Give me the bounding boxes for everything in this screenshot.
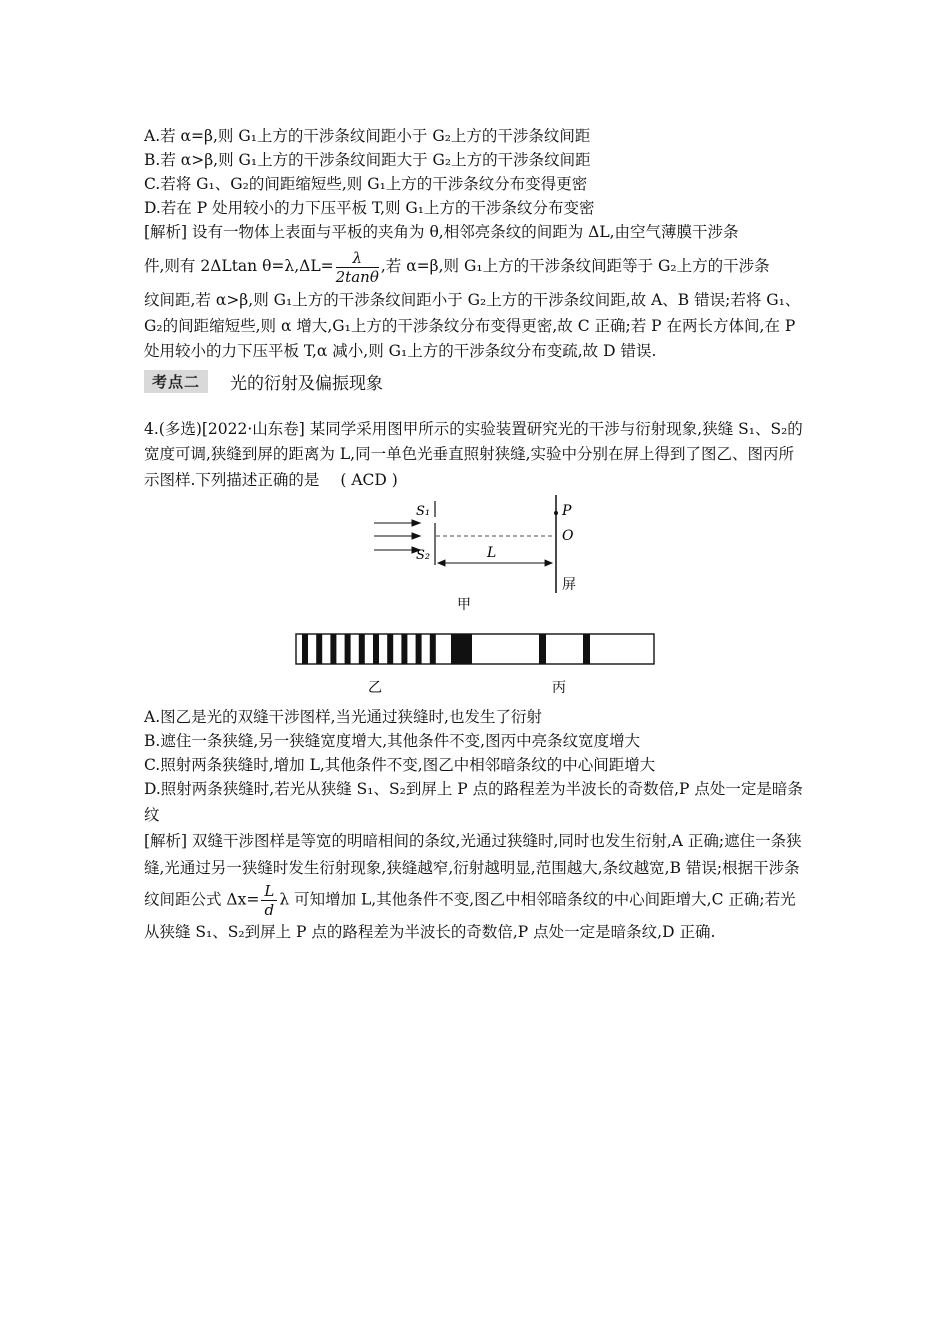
interference-dark-fringe bbox=[430, 634, 436, 664]
label-o: O bbox=[562, 528, 574, 544]
option-c-prev: C.若将 G₁、G₂的间距缩短些,则 G₁上方的干涉条纹分布变得更密 bbox=[144, 175, 588, 193]
analysis-prev-line2-pre: 件,则有 2ΔLtan θ=λ,ΔL= bbox=[144, 257, 334, 275]
interference-dark-fringe bbox=[416, 634, 422, 664]
fraction-numerator: λ bbox=[336, 249, 379, 268]
document-page bbox=[144, 124, 806, 946]
label-l: L bbox=[487, 545, 497, 561]
point-p bbox=[554, 511, 558, 515]
option-d-prev: D.若在 P 处用较小的力下压平板 T,则 G₁上方的干涉条纹分布变密 bbox=[144, 199, 595, 217]
question-text: 4.(多选)[2022·山东卷] 某同学采用图甲所示的实验装置研究光的干涉与衍射现象,狭缝 S₁、S₂的宽度可调,狭缝到屏的距离为 L,同一单色光垂直照射狭缝,实验中分别在屏上得到了图乙、图丙所示图样.下列描述正确的是 bbox=[144, 419, 803, 489]
question-4 bbox=[144, 417, 806, 494]
experiment-figure bbox=[144, 493, 806, 705]
option-a-prev: A.若 α=β,则 G₁上方的干涉条纹间距小于 G₂上方的干涉条纹间距 bbox=[144, 127, 591, 145]
section-header bbox=[144, 367, 806, 397]
option-a: A.图乙是光的双缝干涉图样,当光通过狭缝时,也发生了衍射 bbox=[144, 708, 542, 726]
analysis-part1: [解析] 双缝干涉图样是等宽的明暗相间的条纹,光通过狭缝时,同时也发生衍射,A 正确;遮住一条狭缝,光通过另一狭缝时发生衍射现象,狭缝越窄,衍射越明显,范围越大,条纹越宽,B 错误;根据干涉条纹间距公式 Δx= bbox=[144, 832, 802, 909]
option-d: D.照射两条狭缝时,若光从狭缝 S₁、S₂到屏上 P 点的路程差为半波长的奇数倍,P 点处一定是暗条纹 bbox=[144, 780, 803, 824]
section-tag: 考点二 bbox=[144, 370, 208, 393]
figure-svg bbox=[144, 493, 806, 705]
interference-dark-fringe bbox=[359, 634, 365, 664]
interference-dark-band bbox=[451, 634, 472, 664]
diffraction-dark-fringe bbox=[583, 634, 590, 664]
diffraction-dark-fringe bbox=[539, 634, 546, 664]
analysis-prev-line2-post: ,若 α=β,则 G₁上方的干涉条纹间距等于 G₂上方的干涉条 bbox=[380, 257, 770, 275]
analysis-prev-line2 bbox=[144, 244, 806, 288]
label-s2: S₂ bbox=[416, 548, 431, 563]
interference-dark-fringe bbox=[302, 634, 308, 664]
option-b: B.遮住一条狭缝,另一狭缝宽度增大,其他条件不变,图丙中亮条纹宽度增大 bbox=[144, 732, 641, 750]
analysis-part2: λ 可知增加 L,其他条件不变,图乙中相邻暗条纹的中心间距增大,C 正确;若光从狭缝 S₁、S₂到屏上 P 点的路程差为半波长的奇数倍,P 点处一定是暗条纹,D 正确. bbox=[144, 890, 796, 941]
interference-dark-fringe bbox=[345, 634, 351, 664]
caption-jia: 甲 bbox=[457, 597, 471, 613]
fraction-denominator: 2tanθ bbox=[335, 267, 379, 286]
interference-dark-fringe bbox=[401, 634, 407, 664]
section-title: 光的衍射及偏振现象 bbox=[230, 374, 384, 394]
option-b-prev: B.若 α>β,则 G₁上方的干涉条纹间距大于 G₂上方的干涉条纹间距 bbox=[144, 151, 591, 169]
interference-dark-fringe bbox=[373, 634, 379, 664]
fraction-numerator: L bbox=[261, 882, 277, 901]
fraction-denominator: d bbox=[264, 901, 275, 919]
label-screen: 屏 bbox=[562, 577, 576, 593]
caption-yi: 乙 bbox=[368, 680, 382, 696]
question-answer: ( ACD ) bbox=[340, 470, 398, 489]
caption-bing: 丙 bbox=[552, 680, 566, 696]
label-s1: S₁ bbox=[416, 504, 431, 519]
fraction-lambda-over-2tan bbox=[336, 249, 379, 286]
interference-dark-fringe bbox=[387, 634, 393, 664]
interference-dark-fringe bbox=[316, 634, 322, 664]
fraction-l-over-d bbox=[261, 882, 277, 919]
label-p: P bbox=[562, 503, 572, 519]
option-c: C.照射两条狭缝时,增加 L,其他条件不变,图乙中相邻暗条纹的中心间距增大 bbox=[144, 756, 656, 774]
analysis-prev-line1: [解析] 设有一物体上表面与平板的夹角为 θ,相邻亮条纹的间距为 ΔL,由空气薄膜干涉条 bbox=[144, 223, 739, 241]
analysis-prev-rest: 纹间距,若 α>β,则 G₁上方的干涉条纹间距小于 G₂上方的干涉条纹间距,故 A、B 错误;若将 G₁、G₂的间距缩短些,则 α 增大,G₁上方的干涉条纹分布变得更密,故 C 正确;若 P 在两长方体间,在 P 处用较小的力下压平板 T,α 减小,则 G₁上方的干涉条纹分布变疏,故 D 错误. bbox=[144, 291, 801, 360]
interference-dark-fringe bbox=[330, 634, 336, 664]
analysis bbox=[144, 828, 806, 946]
light-arrows bbox=[374, 520, 420, 553]
